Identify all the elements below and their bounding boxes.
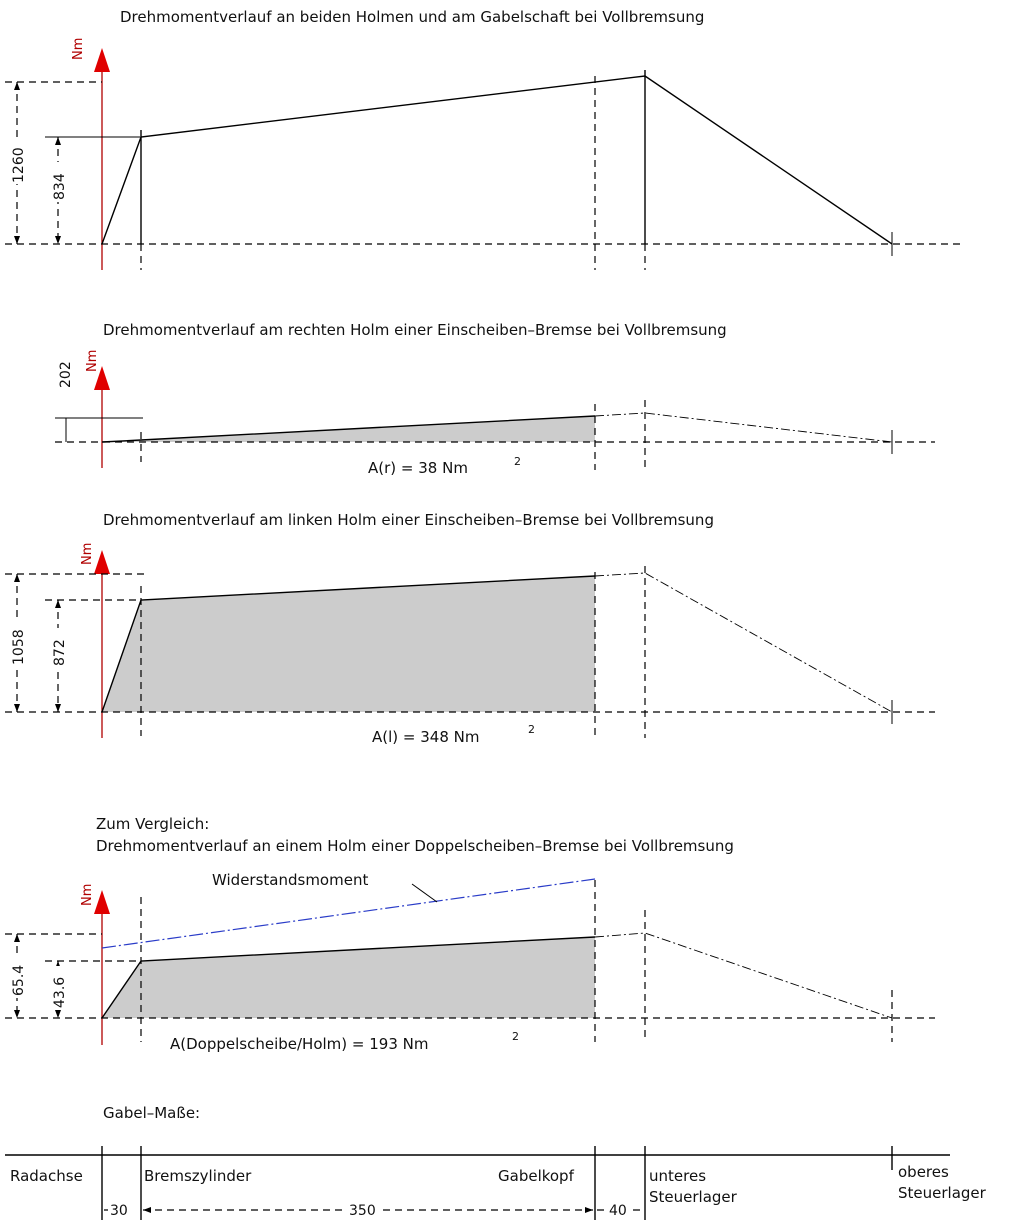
- segment-arrow-icon: [585, 1207, 593, 1213]
- panel-4-area-label: A(Doppelscheibe/Holm) = 193 Nm: [170, 1035, 429, 1053]
- panel-3-dim-arrow-icon: [55, 704, 61, 712]
- panel-3-dim-arrow-icon: [14, 574, 20, 582]
- panel-4-resistance-label: Widerstandsmoment: [212, 871, 369, 889]
- panel-1-dim-outer-label: 1260: [11, 147, 27, 183]
- segment-350-label: 350: [349, 1203, 376, 1219]
- panel-3-left-holm: [5, 511, 935, 746]
- segment-30-label: 30: [110, 1203, 128, 1219]
- fork-dimensions: [5, 1104, 987, 1220]
- panel-2-dim-label: 202: [58, 361, 74, 388]
- point-label-unteres: unteres: [649, 1167, 707, 1185]
- panel-4-title-line-2: Drehmomentverlauf an einem Holm einer Doppelscheiben–Bremse bei Vollbremsung: [96, 837, 734, 855]
- point-label-bremszylinder: Bremszylinder: [144, 1167, 252, 1185]
- panel-3-dim-arrow-icon: [55, 600, 61, 608]
- segment-arrow-icon: [143, 1207, 151, 1213]
- panel-3-area: [102, 576, 595, 712]
- point-label-radachse: Radachse: [10, 1167, 83, 1185]
- panel-2-area-label: A(r) = 38 Nm: [368, 459, 468, 477]
- panel-3-area-label: A(l) = 348 Nm: [372, 728, 480, 746]
- panel-4-area: [102, 937, 595, 1018]
- panel-4-torque-curve-continued: [595, 933, 892, 1018]
- panel-3-dim-outer-label: 1058: [11, 629, 27, 665]
- panel-4-dim-arrow-icon: [55, 1010, 61, 1018]
- panel-2-right-holm: [55, 321, 935, 477]
- panel-4-double-disc: [5, 815, 935, 1053]
- panel-4-dim-arrow-icon: [14, 934, 20, 942]
- point-label-oberes: oberes: [898, 1163, 949, 1181]
- panel-3-dim-inner-label: 872: [52, 639, 68, 666]
- panel-1-dim-arrow-icon: [55, 236, 61, 244]
- panel-1-both-holms: [5, 8, 960, 270]
- panel-1-dim-arrow-icon: [14, 82, 20, 90]
- panel-4-resistance-leader: [412, 884, 437, 902]
- panel-1-title: Drehmomentverlauf an beiden Holmen und am Gabelschaft bei Vollbremsung: [120, 8, 705, 26]
- panel-1-dim-arrow-icon: [14, 236, 20, 244]
- panel-1-axis-arrow-icon: [94, 48, 110, 72]
- dimensions-title: Gabel–Maße:: [103, 1104, 201, 1122]
- point-label-steuerlager-lower: Steuerlager: [649, 1188, 737, 1206]
- point-label-steuerlager-upper: Steuerlager: [898, 1184, 986, 1202]
- panel-4-dim-arrow-icon: [14, 1010, 20, 1018]
- panel-2-area-exponent: 2: [514, 455, 521, 468]
- panel-1-torque-curve: [102, 76, 892, 244]
- segment-40-label: 40: [609, 1203, 627, 1219]
- panel-4-dim-outer-label: 65.4: [11, 964, 27, 996]
- panel-4-title-line-1: Zum Vergleich:: [96, 815, 210, 833]
- panel-1-dim-inner-label: 834: [52, 173, 68, 200]
- panel-4-resistance-line: [102, 879, 595, 948]
- panel-3-dim-arrow-icon: [14, 704, 20, 712]
- point-label-gabelkopf: Gabelkopf: [498, 1167, 574, 1185]
- panel-3-torque-curve-continued: [595, 573, 892, 712]
- panel-3-title: Drehmomentverlauf am linken Holm einer Einscheiben–Bremse bei Vollbremsung: [103, 511, 714, 529]
- panel-4-axis-arrow-icon: [94, 890, 110, 914]
- panel-3-axis-arrow-icon: [94, 550, 110, 574]
- panel-3-axis-unit: Nm: [80, 542, 95, 565]
- panel-2-title: Drehmomentverlauf am rechten Holm einer Einscheiben–Bremse bei Vollbremsung: [103, 321, 727, 339]
- panel-2-axis-unit: Nm: [85, 349, 100, 372]
- panel-1-axis-unit: Nm: [71, 37, 86, 60]
- panel-4-axis-unit: Nm: [80, 883, 95, 906]
- panel-4-area-exponent: 2: [512, 1030, 519, 1043]
- panel-3-area-exponent: 2: [528, 723, 535, 736]
- panel-4-dim-inner-label: 43.6: [52, 976, 68, 1008]
- panel-2-torque-curve-continued: [595, 413, 892, 442]
- panel-1-dim-arrow-icon: [55, 137, 61, 145]
